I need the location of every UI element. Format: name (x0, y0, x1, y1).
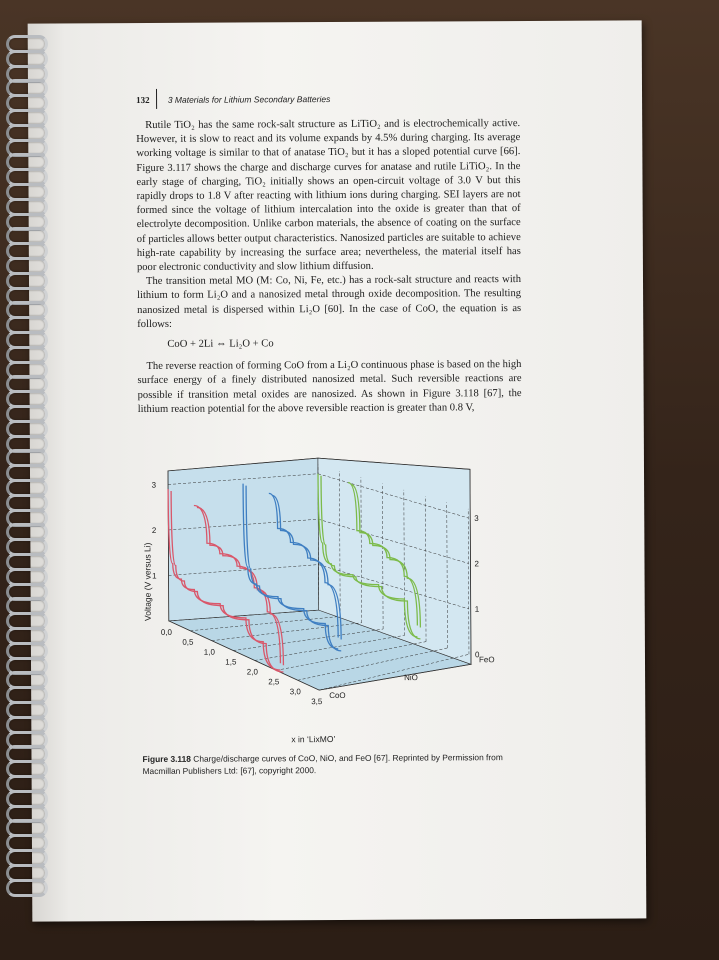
series-label-coo: CoO (329, 690, 346, 701)
series-label-nio: NiO (404, 673, 418, 683)
binding-coil (6, 879, 48, 897)
left-tick-label: 2 (151, 526, 157, 536)
x-tick-label: 1,0 (203, 647, 215, 657)
x-tick-label: 0,0 (160, 627, 172, 637)
page-number: 132 (136, 94, 150, 106)
y-axis-label: Voltage (V versus Li) (142, 542, 153, 622)
right-tick-label: 3 (474, 513, 479, 523)
book-page (28, 20, 647, 921)
x-tick-label: 3,0 (289, 687, 301, 697)
x-tick-label: 2,0 (246, 667, 258, 677)
paragraph-2: The transition metal MO (M: Co, Ni, Fe, etc.) has a rock-salt structure and reacts with lithium to form Li₂O and a nanosized metal through oxide decomposition. The resulting nanosized metal is dispersed within Li₂O [60]. In the case of CoO, the equation is as follows: (137, 274, 522, 330)
right-tick-label: 0 (474, 650, 480, 660)
x-tick-label: 0,5 (182, 637, 194, 647)
figure-caption (142, 752, 524, 777)
header-divider (156, 89, 157, 109)
x-tick-label: 1,5 (225, 657, 237, 667)
right-tick-label: 2 (474, 559, 479, 569)
caption-label: Figure 3.118 (142, 753, 191, 765)
series-label-feo: FeO (478, 655, 495, 665)
x-tick-label: 2,5 (268, 677, 280, 687)
paragraph-1: Rutile TiO₂ has the same rock-salt structure as LiTiO₂ and is electrochemically active. However, it is slow to react and its volume expands by 4.5% during charging. Its average working voltage is similar to that of anatase TiO₂ but it has a sloped potential curve [66]. Figure 3.117 shows the charge and discharge curves for anatase and rutile LiTiO₂. In the early stage of charging, TiO₂ initially shows an open-circuit voltage of 3.0 V but this rapidly drops to 1.8 V after reacting with lithium ions during charging. SEI layers are not formed since the voltage of lithium intercalation into the oxide is greater than that of electrolyte decomposition. Unlike carbon materials, the absence of coating on the surface of particles allows better output characteristics. Nanosized particles are suitable to achieve high-rate capability by increasing the surface area; nevertheless, the material itself has poor electronic conductivity and slow lithium diffusion. (136, 118, 521, 274)
plot-left-wall (168, 458, 319, 621)
right-tick-label: 1 (474, 604, 480, 614)
x-tick-label: 3,5 (311, 697, 323, 707)
caption-text: Charge/discharge curves of CoO, NiO, and FeO [67]. Reprinted by Permission from Macmillan Publishers Ltd: [67], copyright 2000. (142, 752, 503, 776)
body-text (136, 117, 522, 417)
spiral-binding (6, 35, 46, 895)
left-tick-label: 3 (151, 480, 157, 490)
x-axis-label: x in ‘LixMO’ (291, 734, 336, 745)
left-tick-label: 1 (152, 571, 157, 581)
chemical-equation: CoO + 2Li ⇔ Li₂O + Co (167, 338, 274, 350)
page-header (136, 94, 330, 105)
running-head: 3 Materials for Lithium Secondary Batteries (167, 94, 331, 105)
figure-3-118 (140, 449, 522, 751)
paragraph-3: The reverse reaction of forming CoO from a Li₂O continuous phase is based on the high surface energy of a finely distributed nanosized metal. Such reversible reactions are possible if transition metal oxides are nanosized. As shown in Figure 3.118 [67], the lithium reaction potential for the above reversible reaction is greater than 0.8 V, (137, 359, 522, 415)
